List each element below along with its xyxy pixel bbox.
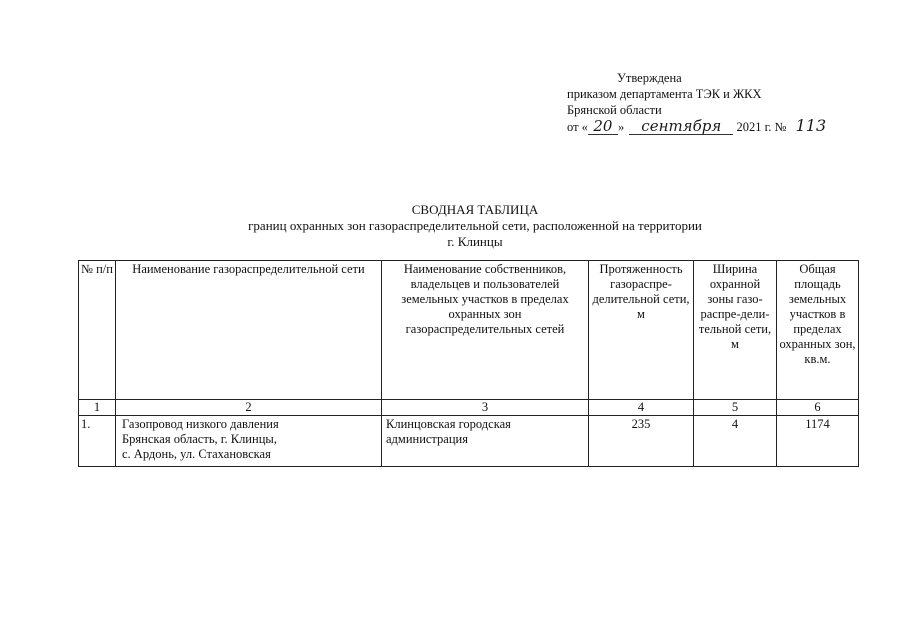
- column-number-row: [79, 400, 859, 416]
- title-main: СВОДНАЯ ТАБЛИЦА: [411, 202, 539, 217]
- column-number-2: 2: [116, 400, 382, 416]
- row-network-name: [116, 416, 382, 467]
- row-network-name-line: Газопровод низкого давления: [122, 417, 279, 431]
- header-owners: Наименование собственников, владельцев и пользователей земельных участков в пределах охранных зон газораспределительных сетей: [382, 261, 589, 400]
- header-network-name: Наименование газораспределительной сети: [116, 261, 382, 400]
- row-total-area: 1174: [777, 416, 859, 467]
- header-number: № п/п: [79, 261, 116, 400]
- date-year: 2021 г.: [736, 120, 772, 134]
- document-title: [200, 202, 750, 250]
- column-number-5: 5: [694, 400, 777, 416]
- header-total-area: Общая площадь земельных участков в пределах охранных зон, кв.м.: [777, 261, 859, 400]
- row-owner: [382, 416, 589, 467]
- row-network-name-line: Брянская область, г. Клинцы,: [122, 432, 277, 446]
- title-sub-2: г. Клинцы: [447, 234, 503, 249]
- number-sign: №: [774, 120, 787, 134]
- row-owner-line: Клинцовская городская: [386, 417, 511, 431]
- title-sub-1: границ охранных зон газораспределительной сети, расположенной на территории: [248, 218, 702, 233]
- approval-region: Брянской области: [567, 103, 662, 117]
- column-number-4: 4: [589, 400, 694, 416]
- approval-title: Утверждена: [617, 71, 682, 85]
- approval-date-line: [567, 118, 826, 135]
- handwritten-month: сентября: [629, 118, 733, 135]
- header-row: [79, 261, 859, 400]
- date-prefix: от «: [567, 120, 588, 134]
- summary-table: [78, 260, 859, 467]
- column-number-3: 3: [382, 400, 589, 416]
- row-number: 1.: [79, 416, 116, 467]
- table-row: [79, 416, 859, 467]
- approval-order: приказом департамента ТЭК и ЖКХ: [567, 87, 762, 101]
- header-zone-width: Ширина охранной зоны газо-распре-дели-тельной сети, м: [694, 261, 777, 400]
- approval-block: [567, 70, 826, 135]
- row-network-name-line: с. Ардонь, ул. Стахановская: [122, 447, 271, 461]
- row-length: 235: [589, 416, 694, 467]
- header-length: Протяженность газораспре-делительной сети, м: [589, 261, 694, 400]
- column-number-1: 1: [79, 400, 116, 416]
- row-zone-width: 4: [694, 416, 777, 467]
- row-owner-line: администрация: [386, 432, 468, 446]
- handwritten-number: 113: [795, 116, 827, 135]
- date-day-close: »: [617, 120, 625, 134]
- column-number-6: 6: [777, 400, 859, 416]
- handwritten-day: 20: [588, 118, 618, 135]
